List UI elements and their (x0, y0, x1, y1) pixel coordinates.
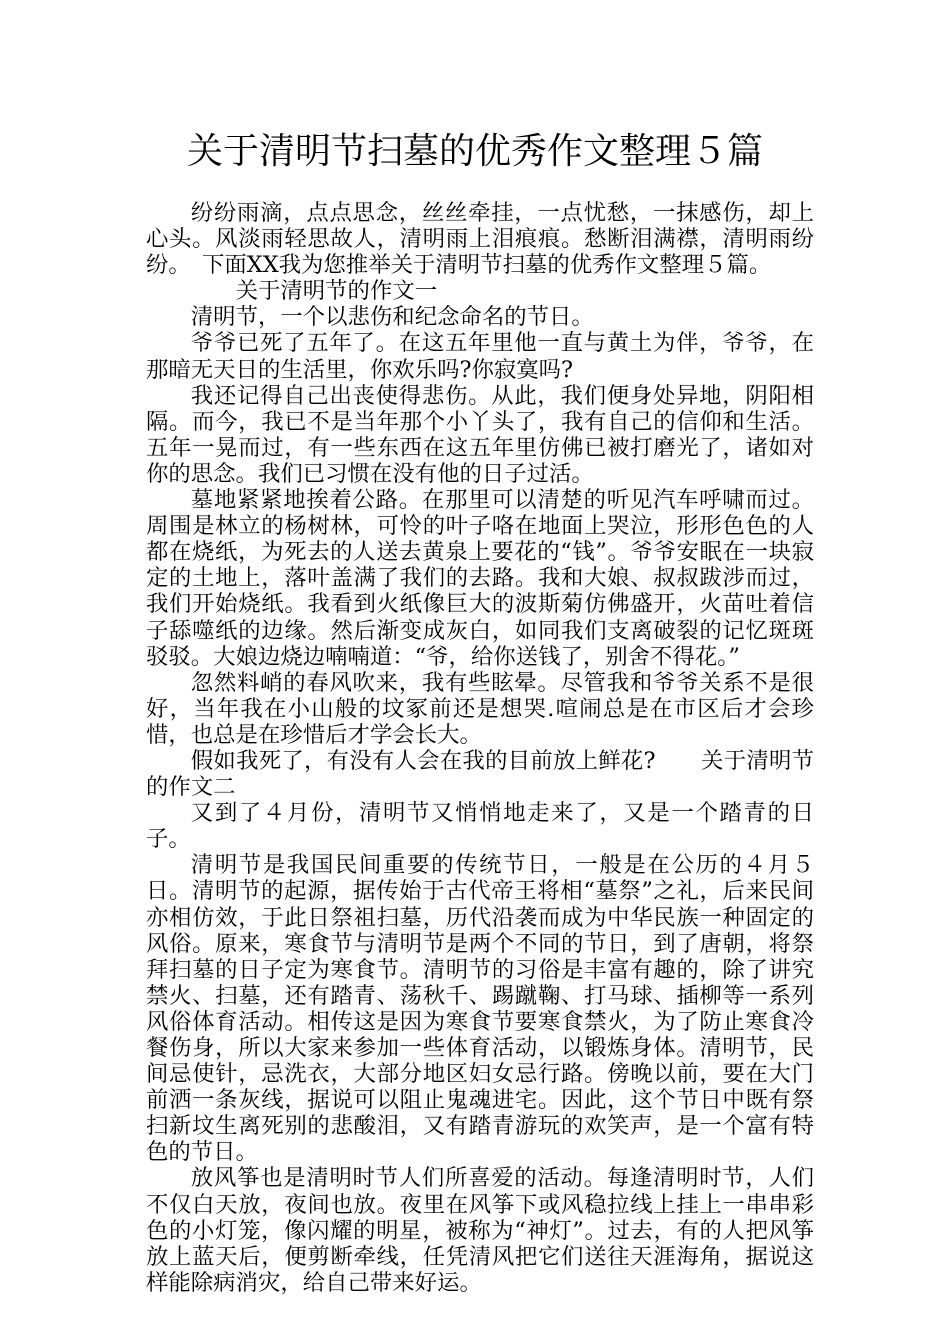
document-body (146, 200, 814, 1296)
body-paragraph: 又到了４月份，清明节又悄悄地走来了，又是一个踏青的日子。 (146, 800, 814, 853)
body-paragraph: 爷爷已死了五年了。在这五年里他一直与黄土为伴，爷爷，在那暗无天日的生活里，你欢乐吗?你寂寞吗? (146, 330, 814, 383)
body-paragraph: 忽然料峭的春风吹来，我有些眩晕。尽管我和爷爷关系不是很好，当年我在小山般的坟冢前还是想哭.喧闹总是在市区后才会珍惜，也总是在珍惜后才学会长大。 (146, 669, 814, 748)
body-paragraph: 我还记得自己出丧使得悲伤。从此，我们便身处异地，阴阳相隔。而今，我已不是当年那个小丫头了，我有自己的信仰和生活。五年一晃而过，有一些东西在这五年里仿佛已被打磨光了，诸如对你的思念。我们已习惯在没有他的日子过活。 (146, 382, 814, 487)
document-title: 关于清明节扫墓的优秀作文整理５篇 (186, 131, 763, 172)
body-paragraph: 清明节是我国民间重要的传统节日，一般是在公历的４月５日。清明节的起源，据传始于古代帝王将相“墓祭”之礼，后来民间亦相仿效，于此日祭祖扫墓，历代沿袭而成为中华民族一种固定的风俗。原来，寒食节与清明节是两个不同的节日，到了唐朝，将祭拜扫墓的日子定为寒食节。清明节的习俗是丰富有趣的，除了讲究禁火、扫墓，还有踏青、荡秋千、踢蹴鞠、打马球、插柳等一系列风俗体育活动。相传这是因为寒食节要寒食禁火，为了防止寒食冷餐伤身，所以大家来参加一些体育活动，以锻炼身体。清明节，民间忌使针，忌洗衣，大部分地区妇女忌行路。傍晚以前，要在大门前洒一条灰线，据说可以阻止鬼魂进宅。因此，这个节日中既有祭扫新坟生离死别的悲酸泪，又有踏青游玩的欢笑声，是一个富有特色的节日。 (146, 852, 814, 1166)
body-paragraph: 假如我死了，有没有人会在我的目前放上鲜花? 关于清明节的作文二 (146, 747, 814, 801)
body-paragraph: 墓地紧紧地挨着公路。在那里可以清楚的听见汽车呼啸而过。周围是林立的杨树林，可怜的叶子咯在地面上哭泣，形形色色的人都在烧纸，为死去的人送去黄泉上要花的“钱”。爷爷安眠在一块寂定的土地上，落叶盖满了我们的去路。我和大娘、叔叔跋涉而过，我们开始烧纸。我看到火纸像巨大的波斯菊仿佛盛开，火苗吐着信子舔噬纸的边缘。然后渐变成灰白，如同我们支离破裂的记忆斑斑驳驳。大娘边烧边喃喃道：“爷，给你送钱了，别舍不得花。” (146, 487, 814, 670)
intro-paragraph: 纷纷雨滴，点点思念，丝丝牵挂，一点忧愁，一抹感伤，却上心头。风淡雨轻思故人，清明雨上泪痕痕。愁断泪满襟，清明雨纷纷。 下面XX我为您推举关于清明节扫墓的优秀作文整理５篇。 (146, 200, 814, 279)
body-paragraph: 放风筝也是清明时节人们所喜爱的活动。每逢清明时节，人们不仅白天放，夜间也放。夜里在风筝下或风稳拉线上挂上一串串彩色的小灯笼，像闪耀的明星，被称为“神灯”。过去，有的人把风筝放上蓝天后，便剪断牵线，任凭清风把它们送往天涯海角，据说这样能除病消灾，给自己带来好运。 (146, 1165, 814, 1296)
section-heading-1: 关于清明节的作文一 (235, 278, 438, 305)
body-paragraph: 清明节，一个以悲伤和纪念命名的节日。 (190, 304, 594, 331)
